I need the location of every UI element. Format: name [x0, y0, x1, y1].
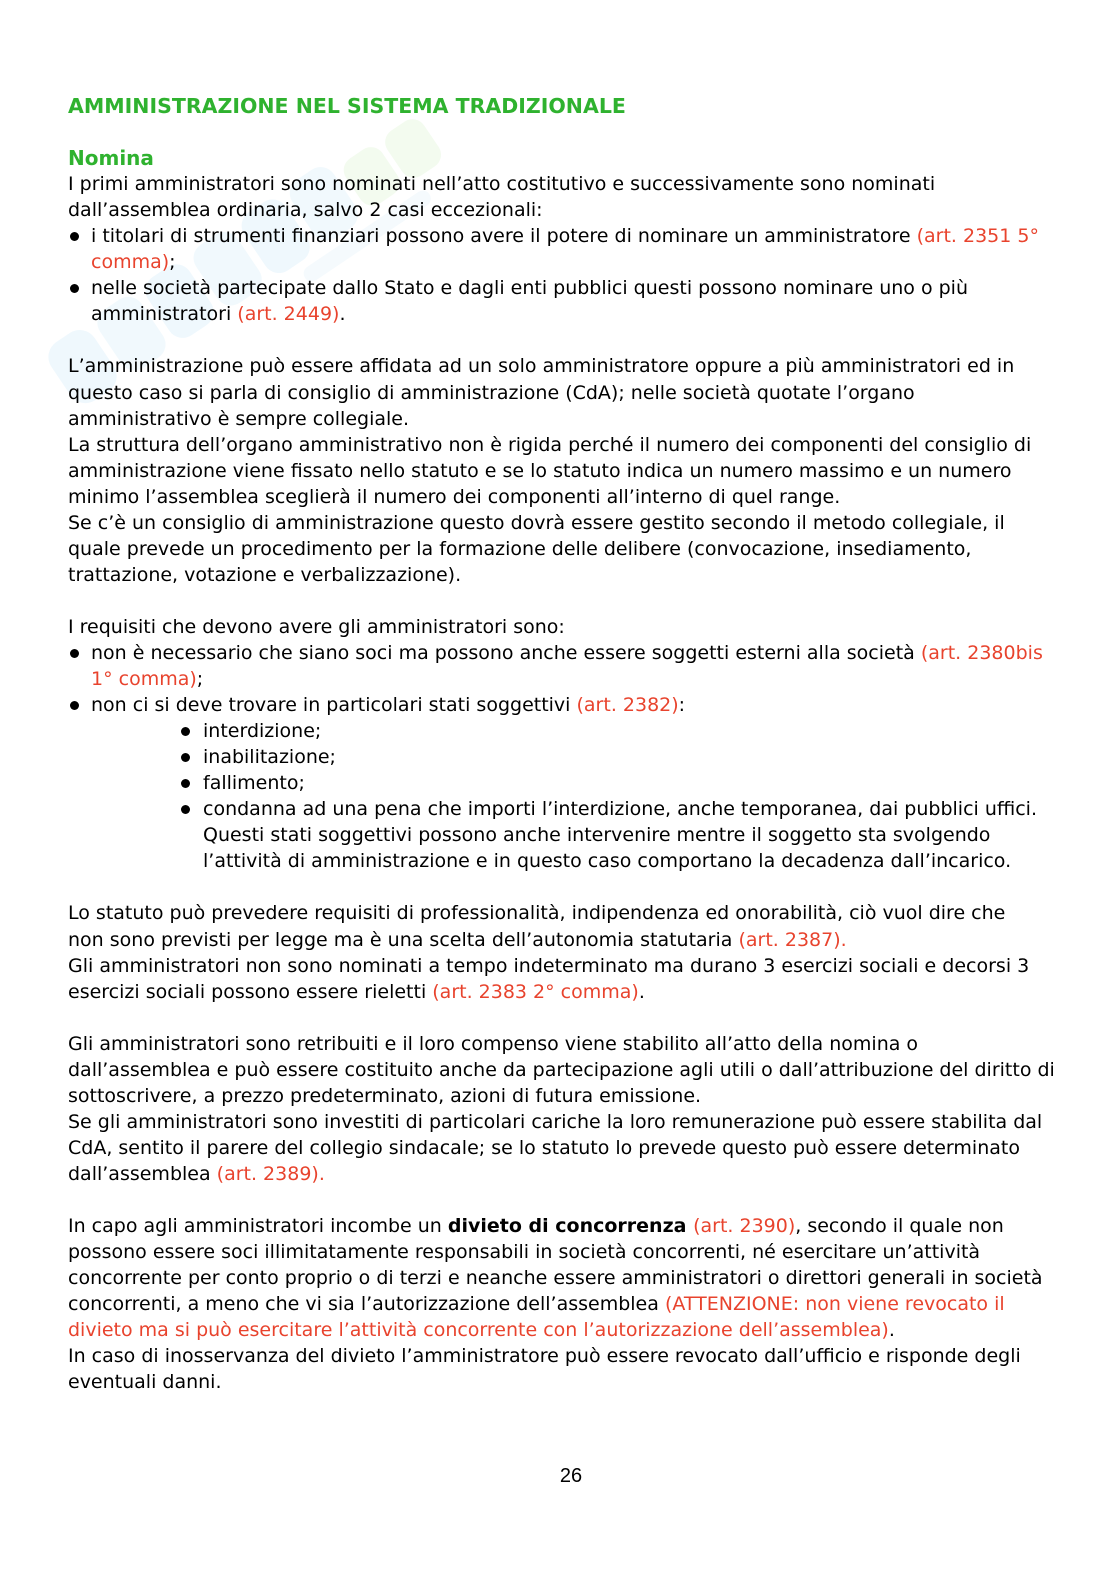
text-run: amministrazione viene fissato nello statuto e se lo statuto indica un numero massimo e un numero: [68, 459, 1012, 482]
text-line: [68, 432, 1098, 458]
text-line: [68, 1057, 1098, 1083]
text-line: [68, 406, 1098, 432]
text-run: Se gli amministratori sono investiti di particolari cariche la loro remunerazione può essere stabilita dal: [68, 1110, 1043, 1133]
text-run: In capo agli amministratori incombe un: [68, 1215, 448, 1238]
text-run: dall’assemblea ordinaria, salvo 2 casi eccezionali:: [68, 199, 543, 222]
bullet-icon: [181, 753, 190, 762]
text-line: [68, 562, 1098, 588]
text-run: i titolari di strumenti finanziari possono avere il potere di nominare un amministratore: [91, 225, 917, 248]
bullet-continuation: [68, 301, 1098, 327]
bullet-icon: [70, 284, 79, 293]
text-run: .: [339, 303, 346, 326]
document-body: [68, 93, 1098, 1421]
bullet-item: [68, 640, 1098, 666]
text-run: I requisiti che devono avere gli amministratori sono:: [68, 615, 565, 638]
bullet-item: [68, 275, 1098, 301]
text-line: [68, 536, 1098, 562]
bullet-icon: [181, 727, 190, 736]
article-reference: comma): [91, 251, 170, 274]
text-run: l’attività di amministrazione e in questo caso comportano la decadenza dall’incarico.: [203, 850, 1012, 873]
paragraph: [68, 353, 1098, 587]
text-line: [68, 1135, 1098, 1161]
text-run: Lo statuto può prevedere requisiti di professionalità, indipendenza ed onorabilità, ciò vuol dire che: [68, 902, 1006, 925]
article-reference: 1° comma): [91, 668, 197, 691]
bullet-item: [68, 223, 1098, 249]
text-line: [68, 197, 1098, 223]
text-run: CdA, sentito il parere del collegio sindacale; se lo statuto lo prevede questo può essere determinato: [68, 1136, 1020, 1159]
text-line: [68, 1213, 1098, 1239]
text-run: eventuali danni.: [68, 1371, 222, 1394]
text-run: inabilitazione;: [203, 746, 336, 769]
bullet-continuation: [68, 666, 1098, 692]
paragraph: [68, 1213, 1098, 1395]
text-line: [68, 1161, 1098, 1187]
sub-bullet-item: [68, 718, 1098, 744]
text-run: possono essere soci illimitatamente responsabili in società concorrenti, né esercitare un’attività: [68, 1241, 981, 1264]
text-line: [68, 1343, 1098, 1369]
text-run: fallimento;: [203, 772, 305, 795]
text-run: condanna ad una pena che importi l’interdizione, anche temporanea, dai pubblici uffici.: [203, 798, 1038, 821]
bullet-continuation: [68, 249, 1098, 275]
article-reference: (art. 2383 2° comma): [432, 980, 639, 1003]
text-run: non ci si deve trovare in particolari stati soggettivi: [91, 694, 577, 717]
text-run: minimo l’assemblea sceglierà il numero dei componenti all’interno di quel range.: [68, 485, 841, 508]
paragraph: [68, 614, 1098, 874]
text-run: dall’assemblea e può essere costituito anche da partecipazione agli utili o dall’attribuzione del diritto di: [68, 1058, 1055, 1081]
text-line: [68, 458, 1098, 484]
text-run: , secondo il quale non: [795, 1215, 1004, 1238]
sub-bullet-continuation: [68, 822, 1098, 848]
text-line: [68, 927, 1098, 953]
attention-note: (ATTENZIONE: non viene revocato il: [664, 1293, 1005, 1316]
sub-bullet-item: [68, 796, 1098, 822]
text-run: Gli amministratori non sono nominati a tempo indeterminato ma durano 3 esercizi sociali e decorsi 3: [68, 954, 1030, 977]
text-run: In caso di inosservanza del divieto l’amministratore può essere revocato dall’ufficio e risponde degli: [68, 1345, 1021, 1368]
document-title: AMMINISTRAZIONE NEL SISTEMA TRADIZIONALE: [68, 94, 626, 118]
sub-bullet-continuation: [68, 848, 1098, 874]
text-line: [68, 1317, 1098, 1343]
text-run: Se c’è un consiglio di amministrazione questo dovrà essere gestito secondo il metodo collegiale, il: [68, 511, 1005, 534]
text-line: [68, 953, 1098, 979]
sub-bullet-item: [68, 770, 1098, 796]
section-heading: Nomina: [68, 146, 154, 171]
article-reference: (art. 2387).: [738, 928, 847, 951]
text-run: nelle società partecipate dallo Stato e dagli enti pubblici questi possono nominare uno o più: [91, 277, 969, 300]
article-reference: (art. 2380bis: [920, 641, 1043, 664]
text-run: Questi stati soggettivi possono anche intervenire mentre il soggetto sta svolgendo: [203, 824, 991, 847]
text-run: questo caso si parla di consiglio di amministrazione (CdA); nelle società quotate l’organo: [68, 381, 915, 404]
text-run: Gli amministratori sono retribuiti e il loro compenso viene stabilito all’atto della nomina o: [68, 1032, 919, 1055]
text-line: [68, 484, 1098, 510]
article-reference: (art. 2389).: [216, 1162, 325, 1185]
attention-note: divieto ma si può esercitare l’attività concorrente con l’autorizzazione dell’assemblea): [68, 1319, 889, 1342]
page-number: 26: [559, 1465, 583, 1487]
text-line: [68, 1239, 1098, 1265]
text-run: :: [678, 694, 686, 717]
article-reference: (art. 2449): [237, 303, 340, 326]
text-line: [68, 900, 1098, 926]
article-reference: (art. 2382): [576, 694, 679, 717]
text-run: ;: [169, 251, 176, 274]
text-line: [68, 510, 1098, 536]
text-line: [68, 1083, 1098, 1109]
bullet-icon: [70, 649, 79, 658]
text-line: [68, 353, 1098, 379]
bullet-icon: [70, 701, 79, 710]
text-line: [68, 171, 1098, 197]
bullet-item: [68, 692, 1098, 718]
text-line: [68, 1265, 1098, 1291]
article-reference: (art. 2351 5°: [916, 225, 1039, 248]
text-run: concorrente per conto proprio o di terzi e neanche essere amministratori o direttori generali in società: [68, 1267, 1043, 1290]
paragraph: [68, 900, 1098, 1004]
text-run: non è necessario che siano soci ma possono anche essere soggetti esterni alla società: [91, 641, 921, 664]
text-run: esercizi sociali possono essere rieletti: [68, 980, 433, 1003]
text-run: amministrativo è sempre collegiale.: [68, 407, 410, 430]
bold-term: divieto di concorrenza: [447, 1215, 694, 1238]
text-line: [68, 1031, 1098, 1057]
text-line: [68, 1291, 1098, 1317]
text-run: I primi amministratori sono nominati nell’atto costitutivo e successivamente sono nominati: [68, 173, 936, 196]
text-run: .: [888, 1319, 895, 1342]
text-run: concorrenti, a meno che vi sia l’autorizzazione dell’assemblea: [68, 1293, 665, 1316]
text-run: interdizione;: [203, 720, 322, 743]
text-run: ;: [196, 668, 204, 691]
article-reference: (art. 2390): [693, 1215, 796, 1238]
bullet-icon: [70, 232, 79, 241]
text-line: [68, 380, 1098, 406]
text-line: [68, 614, 1098, 640]
bullet-icon: [181, 805, 190, 814]
text-run: L’amministrazione può essere affidata ad un solo amministratore oppure a più amministratori ed in: [68, 355, 1015, 378]
text-line: [68, 1369, 1098, 1395]
text-run: .: [638, 980, 645, 1003]
text-run: non sono previsti per legge ma è una scelta dell’autonomia statutaria: [68, 928, 739, 951]
text-run: quale prevede un procedimento per la formazione delle delibere (convocazione, insediamento,: [68, 537, 972, 560]
sub-bullet-item: [68, 744, 1098, 770]
bullet-icon: [181, 779, 190, 788]
text-run: dall’assemblea: [68, 1162, 217, 1185]
text-line: [68, 1109, 1098, 1135]
text-line: [68, 979, 1098, 1005]
paragraph: [68, 1031, 1098, 1187]
paragraph: [68, 171, 1098, 327]
text-run: La struttura dell’organo amministrativo non è rigida perché il numero dei componenti del consiglio di: [68, 433, 1032, 456]
text-run: sottoscrivere, a prezzo predeterminato, azioni di futura emissione.: [68, 1084, 702, 1107]
text-run: amministratori: [91, 303, 238, 326]
text-run: trattazione, votazione e verbalizzazione).: [68, 563, 462, 586]
